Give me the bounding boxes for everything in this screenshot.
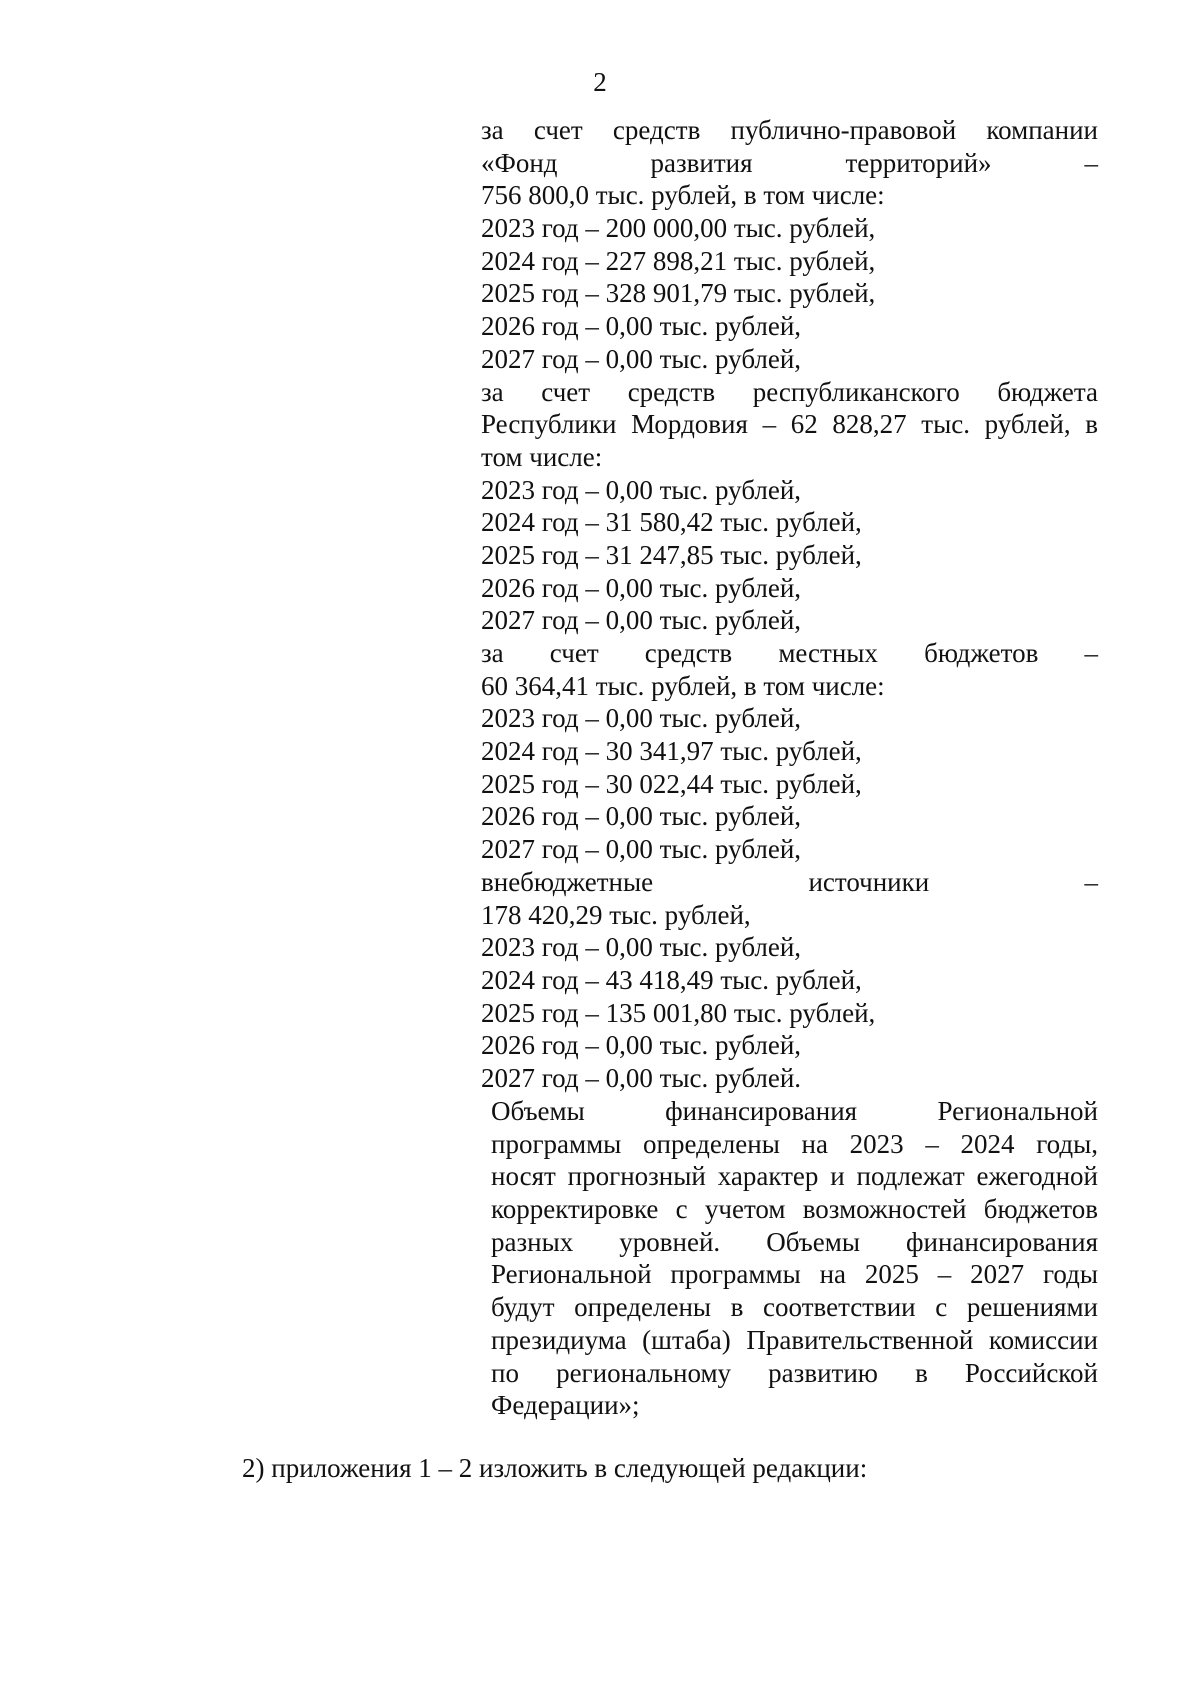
funding-line: Республики Мордовия – 62 828,27 тыс. рублей, в — [481, 409, 1098, 440]
paragraph-line: Объемы финансирования Региональной — [491, 1096, 1098, 1126]
funding-line: 2025 год – 135 001,80 тыс. рублей, — [481, 997, 876, 1028]
funding-line: 2024 год – 30 341,97 тыс. рублей, — [481, 736, 862, 767]
funding-line: 2024 год – 43 418,49 тыс. рублей, — [481, 964, 862, 995]
funding-sources-block — [481, 114, 1098, 1095]
funding-line: 2025 год – 31 247,85 тыс. рублей, — [481, 539, 862, 570]
funding-line: 2025 год – 30 022,44 тыс. рублей, — [481, 768, 862, 799]
funding-line: 2027 год – 0,00 тыс. рублей. — [481, 1062, 802, 1093]
funding-line: 2024 год – 31 580,42 тыс. рублей, — [481, 507, 862, 538]
funding-line: 2026 год – 0,00 тыс. рублей, — [481, 572, 802, 603]
funding-line: 2026 год – 0,00 тыс. рублей, — [481, 801, 802, 832]
paragraph-line: корректировке с учетом возможностей бюджетов — [491, 1194, 1098, 1225]
funding-line: за счет средств публично-правовой компании — [481, 115, 1098, 145]
funding-line: 2023 год – 0,00 тыс. рублей, — [481, 703, 802, 734]
funding-line: том числе: — [481, 441, 603, 472]
funding-line: 60 364,41 тыс. рублей, в том числе: — [481, 670, 885, 701]
paragraph-line: президиума (штаба) Правительственной комиссии — [491, 1324, 1098, 1355]
funding-line: 2027 год – 0,00 тыс. рублей, — [481, 834, 802, 865]
funding-line: 2023 год – 0,00 тыс. рублей, — [481, 932, 802, 963]
funding-line: 2027 год – 0,00 тыс. рублей, — [481, 343, 802, 374]
funding-line: 756 800,0 тыс. рублей, в том числе: — [481, 180, 885, 211]
paragraph-line: носят прогнозный характер и подлежат ежегодной — [491, 1161, 1098, 1192]
funding-line: внебюджетные источники – — [481, 866, 1098, 897]
funding-line: за счет средств республиканского бюджета — [481, 376, 1098, 407]
funding-line: 2026 год – 0,00 тыс. рублей, — [481, 1030, 802, 1061]
funding-line: «Фонд развития территорий» – — [481, 147, 1098, 178]
paragraph-line: Федерации»; — [491, 1390, 640, 1421]
page-number: 2 — [593, 67, 607, 97]
funding-line: за счет средств местных бюджетов – — [481, 638, 1098, 668]
paragraph-line: разных уровней. Объемы финансирования — [491, 1226, 1098, 1257]
funding-line: 2026 год – 0,00 тыс. рублей, — [481, 311, 802, 342]
funding-line: 2027 год – 0,00 тыс. рублей, — [481, 605, 802, 636]
funding-line: 2023 год – 200 000,00 тыс. рублей, — [481, 213, 876, 244]
funding-line: 2025 год – 328 901,79 тыс. рублей, — [481, 278, 876, 309]
paragraph-line: программы определены на 2023 – 2024 годы, — [491, 1128, 1098, 1159]
paragraph-line: по региональному развитию в Российской — [491, 1357, 1098, 1388]
paragraph-line: Региональной программы на 2025 – 2027 годы — [491, 1259, 1098, 1290]
funding-line: 2023 год – 0,00 тыс. рублей, — [481, 474, 802, 505]
funding-line: 2024 год – 227 898,21 тыс. рублей, — [481, 245, 876, 276]
paragraph-line: будут определены в соответствии с решениями — [491, 1292, 1098, 1323]
amendment-item: 2) приложения 1 – 2 изложить в следующей редакции: — [242, 1453, 868, 1483]
financing-volumes-paragraph — [491, 1095, 1098, 1422]
funding-line: 178 420,29 тыс. рублей, — [481, 899, 751, 930]
